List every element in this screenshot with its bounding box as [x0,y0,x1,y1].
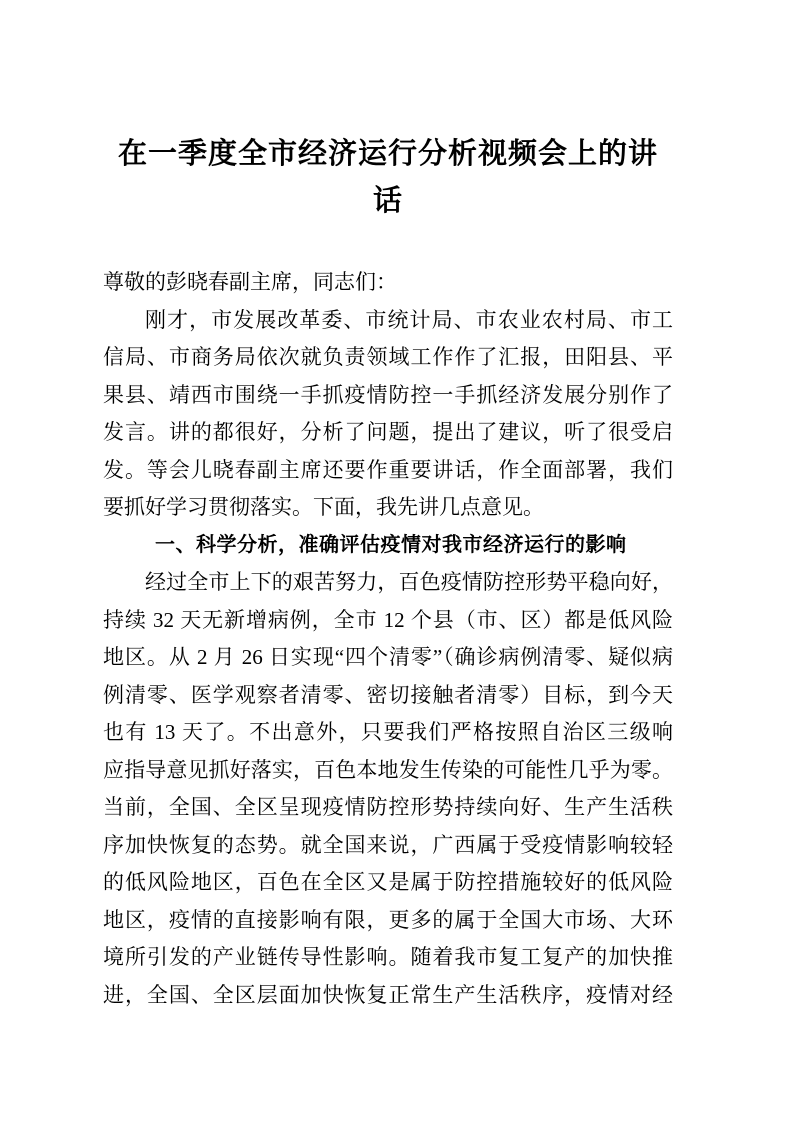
body-line-4: 果县、靖西市围绕一手抓疫情防控一手抓经济发展分别作了 [103,382,673,407]
body-line-18: 地区，疫情的直接影响有限，更多的属于全国大市场、大环 [103,907,673,932]
body-line-1: 尊敬的彭晓春副主席，同志们： [103,270,397,294]
body-line-9: 经过全市上下的艰苦努力，百色疫情防控形势平稳向好， [145,570,673,594]
body-line-3: 信局、市商务局依次就负责领域工作作了汇报，田阳县、平 [103,345,673,369]
title-line-1: 在一季度全市经济运行分析视频会上的讲 [117,138,658,170]
body-line-16: 序加快恢复的态势。就全国来说，广西属于受疫情影响较轻 [103,832,673,857]
body-line-2: 刚才，市发展改革委、市统计局、市农业农村局、市工 [145,307,673,332]
body-line-17: 的低风险地区，百色在全区又是属于防控措施较好的低风险 [103,870,673,894]
body-line-12: 例清零、医学观察者清零、密切接触者清零）目标，到今天 [103,682,673,707]
body-line-20: 进，全国、全区层面加快恢复正常生产生活秩序，疫情对经 [103,982,673,1007]
document-title [103,131,673,225]
section-heading: 一、科学分析，准确评估疫情对我市经济运行的影响 [155,533,627,556]
body-line-5: 发言。讲的都很好，分析了问题，提出了建议，听了很受启 [103,420,673,444]
body-line-7: 要抓好学习贯彻落实。下面，我先讲几点意见。 [103,495,544,519]
body-line-6: 发。等会儿晓春副主席还要作重要讲话，作全面部署，我们 [103,457,673,482]
document-body [103,264,673,1014]
body-line-14: 应指导意见抓好落实，百色本地发生传染的可能性几乎为零。 [103,757,673,782]
body-line-19: 境所引发的产业链传导性影响。随着我市复工复产的加快推 [103,945,673,969]
title-line-2: 话 [372,185,403,217]
body-line-11: 地区。从 2 月 26 日实现“四个清零”（确诊病例清零、疑似病 [103,645,673,669]
body-line-10: 持续 32 天无新增病例，全市 12 个县（市、区）都是低风险 [103,607,673,632]
body-line-13: 也有 13 天了。不出意外，只要我们严格按照自治区三级响 [103,720,673,744]
body-line-15: 当前，全国、全区呈现疫情防控形势持续向好、生产生活秩 [103,795,673,819]
